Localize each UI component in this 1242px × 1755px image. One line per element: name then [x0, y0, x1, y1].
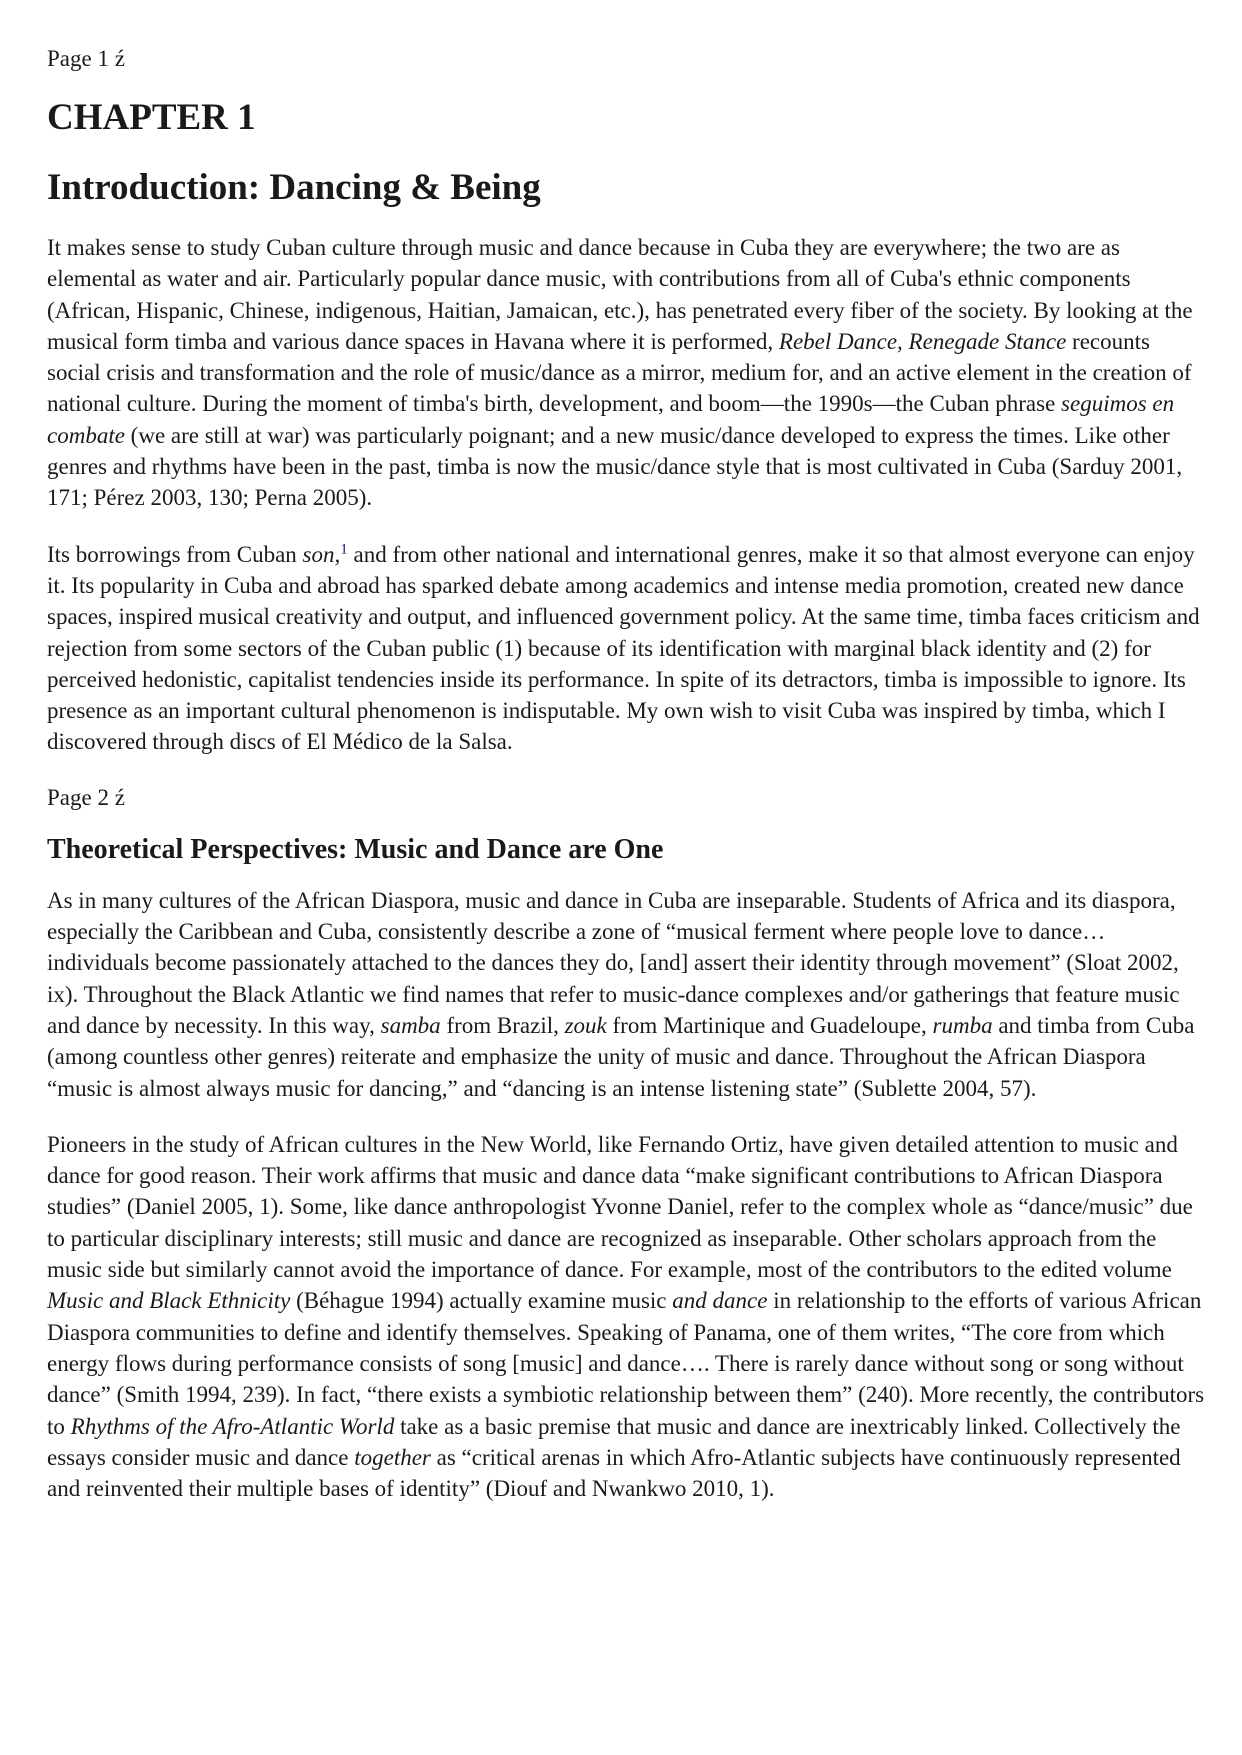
- footnote-ref: [340, 541, 348, 557]
- p3-text-1: As in many cultures of the African Diaspora, music and dance in Cuba are inseparable. Students of Africa and its diaspora, especially the Caribbean and Cuba, consistently describe a zone of “musical ferment where people love to dance…individuals become passionately attached to the dances they do, [and] assert their identity through movement” (Sloat 2002, ix). Throughout the Black Atlantic we find names that refer to music-dance complexes and/or gatherings that feature music and dance by necessity. In this way,: [47, 887, 1180, 1038]
- p1-text-3: (we are still at war) was particularly poignant; and a new music/dance developed to express the times. Like other genres and rhythms have been in the past, timba is now the music/dance style that is most cultivated in Cuba (Sarduy 2001, 171; Pérez 2003, 130; Perna 2005).: [47, 422, 1183, 511]
- p4-text-5: as “critical arenas in which Afro-Atlantic subjects have continuously represented and reinvented their multiple bases of identity” (Diouf and Nwankwo 2010, 1).: [47, 1444, 1181, 1502]
- p4-italic-together: together: [354, 1444, 431, 1470]
- p1-text-2: recounts social crisis and transformation and the role of music/dance as a mirror, medium for, and an active element in the creation of national culture. During the moment of timba's birth, development, and boom—the 1990s—the Cuban phrase: [47, 328, 1192, 417]
- page-marker-1: Page 1 ź: [47, 46, 125, 71]
- p1-text-1: It makes sense to study Cuban culture through music and dance because in Cuba they are everywhere; the two are as elemental as water and air. Particularly popular dance music, with contributions from all of Cuba's ethnic components (African, Hispanic, Chinese, indigenous, Haitian, Jamaican, etc.), has penetrated every fiber of the society. By looking at the musical form timba and various dance spaces in Havana where it is performed,: [47, 235, 1193, 354]
- page-marker-2: Page 2 ź: [47, 784, 125, 810]
- p4-text-1: Pioneers in the study of African cultures in the New World, like Fernando Ortiz, have given detailed attention to music and dance for good reason. Their work affirms that music and dance data “make significant contributions to African Diaspora studies” (Daniel 2005, 1). Some, like dance anthropologist Yvonne Daniel, refer to the complex whole as “dance/music” due to particular disciplinary interests; still music and dance are recognized as inseparable. Other scholars approach from the music side but similarly cannot avoid the importance of dance. For example, most of the contributors to the edited volume: [47, 1131, 1193, 1283]
- p3-italic-rumba: rumba: [932, 1012, 993, 1038]
- p3-italic-zouk: zouk: [564, 1012, 607, 1038]
- p4-italic-rhythms-title: Rhythms of the Afro-Atlantic World: [70, 1413, 395, 1439]
- p3-text-4: and timba from Cuba (among countless other genres) reiterate and emphasize the unity of music and dance. Throughout the African Diaspora “music is almost always music for dancing,” and “dancing is an intense listening state” (Sublette 2004, 57).: [47, 1012, 1195, 1101]
- paragraph-3: [47, 885, 1207, 1104]
- p2-text-2: and from other national and international genres, make it so that almost everyone can enjoy it. Its popularity in Cuba and abroad has sparked debate among academics and intense media promotion, created new dance spaces, inspired musical creativity and output, and influenced government policy. At the same time, timba faces criticism and rejection from some sectors of the Cuban public (1) because of its identification with marginal black identity and (2) for perceived hedonistic, capitalist tendencies inside its performance. In spite of its detractors, timba is impossible to ignore. Its presence as an important cultural phenomenon is indisputable. My own wish to visit Cuba was inspired by timba, which I discovered through discs of El Médico de la Salsa.: [47, 541, 1200, 755]
- p2-italic-son: son,: [302, 541, 341, 567]
- p1-italic-book-title: Rebel Dance, Renegade Stance: [778, 328, 1067, 354]
- chapter-title: Introduction: Dancing & Being: [47, 167, 541, 208]
- footnote-link-1[interactable]: 1: [340, 541, 348, 558]
- document-page: [47, 44, 1207, 1529]
- chapter-heading: CHAPTER 1: [47, 97, 256, 138]
- p4-italic-and-dance: and dance: [672, 1288, 768, 1314]
- p3-italic-samba: samba: [380, 1012, 441, 1038]
- p3-text-3: from Martinique and Guadeloupe,: [606, 1012, 933, 1038]
- p4-text-3: in relationship to the efforts of various African Diaspora communities to define and identify themselves. Speaking of Panama, one of them writes, “The core from which energy flows during performance consists of song [music] and dance…. There is rarely dance without song or song without dance” (Smith 1994, 239). In fact, “there exists a symbiotic relationship between them” (240). More recently, the contributors to: [47, 1288, 1205, 1439]
- paragraph-2: [47, 539, 1207, 758]
- paragraph-4: [47, 1129, 1207, 1505]
- p1-italic-phrase: seguimos en combate: [47, 391, 1175, 448]
- section-heading: Theoretical Perspectives: Music and Dance are One: [47, 833, 664, 865]
- p4-text-2: (Béhague 1994) actually examine music: [290, 1288, 673, 1314]
- p4-text-4: take as a basic premise that music and dance are inextricably linked. Collectively the essays consider music and dance: [47, 1413, 1181, 1470]
- paragraph-1: [47, 232, 1207, 514]
- p3-text-2: from Brazil,: [440, 1012, 565, 1038]
- p4-italic-volume-title: Music and Black Ethnicity: [47, 1288, 291, 1314]
- p2-text-1: Its borrowings from Cuban: [47, 541, 303, 567]
